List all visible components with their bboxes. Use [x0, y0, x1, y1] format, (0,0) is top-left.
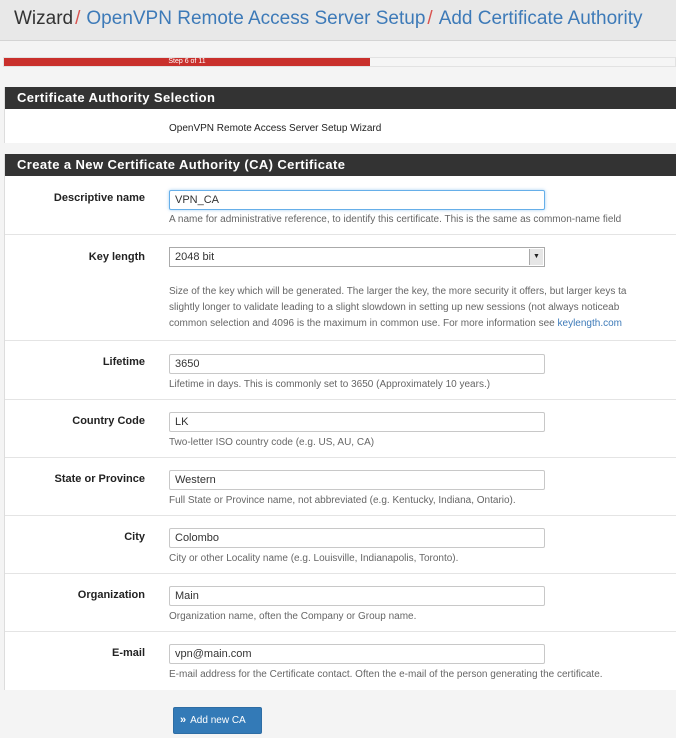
wizard-progress-bar: [3, 57, 676, 67]
organization-row: [5, 574, 676, 632]
email-row: [5, 632, 676, 690]
descriptive-name-input[interactable]: [169, 190, 545, 210]
organization-label: Organization: [77, 589, 145, 601]
breadcrumb-openvpn-setup[interactable]: OpenVPN Remote Access Server Setup: [86, 8, 426, 29]
ca-selection-heading: Certificate Authority Selection: [5, 87, 676, 109]
key-length-row: [5, 235, 676, 341]
organization-input[interactable]: [169, 586, 545, 606]
breadcrumb-add-ca[interactable]: Add Certificate Authority: [438, 8, 643, 29]
email-label: E-mail: [111, 647, 145, 659]
email-help: E-mail address for the Certificate contact. Often the e-mail of the person generating the certificate.: [169, 669, 603, 680]
country-code-help: Two-letter ISO country code (e.g. US, AU, CA): [169, 437, 375, 448]
ca-selection-text: OpenVPN Remote Access Server Setup Wizard: [169, 123, 382, 134]
ca-create-heading: Create a New Certificate Authority (CA) Certificate: [5, 154, 676, 176]
city-row: [5, 516, 676, 574]
city-input[interactable]: [169, 528, 545, 548]
organization-help: Organization name, often the Company or Group name.: [169, 611, 417, 622]
ca-create-panel: [4, 154, 676, 690]
breadcrumb: [0, 0, 676, 41]
email-input[interactable]: [169, 644, 545, 664]
country-code-label: Country Code: [72, 415, 145, 427]
descriptive-name-row: [5, 176, 676, 235]
progress-fill: Step 6 of 11: [4, 58, 370, 66]
keylength-link[interactable]: keylength.com: [557, 318, 622, 329]
key-length-select[interactable]: [169, 247, 545, 267]
descriptive-name-help: A name for administrative reference, to identify this certificate. This is the same as common-name field: [169, 214, 622, 225]
key-length-help-1: Size of the key which will be generated. The larger the key, the more security it offers, but larger keys ta: [169, 286, 627, 297]
lifetime-input[interactable]: [169, 354, 545, 374]
lifetime-label: Lifetime: [102, 356, 145, 368]
lifetime-row: [5, 341, 676, 400]
dropdown-arrow-icon[interactable]: ▼: [529, 249, 543, 265]
city-help: City or other Locality name (e.g. Louisville, Indianapolis, Toronto).: [169, 553, 459, 564]
key-length-label: Key length: [88, 251, 145, 263]
state-input[interactable]: [169, 470, 545, 490]
state-row: [5, 458, 676, 516]
key-length-help-2: slightly longer to validate leading to a slight slowdown in setting up new sessions (not always noticeab: [169, 302, 620, 313]
key-length-help-3: [169, 316, 622, 332]
city-label: City: [124, 531, 145, 543]
key-length-value: 2048 bit: [175, 251, 215, 263]
key-length-help-3-text: common selection and 4096 is the maximum in common use. For more information see: [169, 318, 558, 329]
descriptive-name-label: Descriptive name: [53, 192, 145, 204]
state-label: State or Province: [54, 473, 145, 485]
add-new-ca-label: Add new CA: [190, 715, 246, 726]
breadcrumb-separator: /: [427, 8, 433, 29]
add-new-ca-button[interactable]: [173, 707, 262, 734]
country-code-row: [5, 400, 676, 458]
double-chevron-right-icon: »: [180, 714, 187, 726]
breadcrumb-wizard[interactable]: Wizard: [14, 8, 74, 29]
lifetime-help: Lifetime in days. This is commonly set to 3650 (Approximately 10 years.): [169, 379, 491, 390]
state-help: Full State or Province name, not abbreviated (e.g. Kentucky, Indiana, Ontario).: [169, 495, 516, 506]
ca-selection-panel: [4, 87, 676, 143]
country-code-input[interactable]: [169, 412, 545, 432]
breadcrumb-separator: /: [75, 8, 81, 29]
